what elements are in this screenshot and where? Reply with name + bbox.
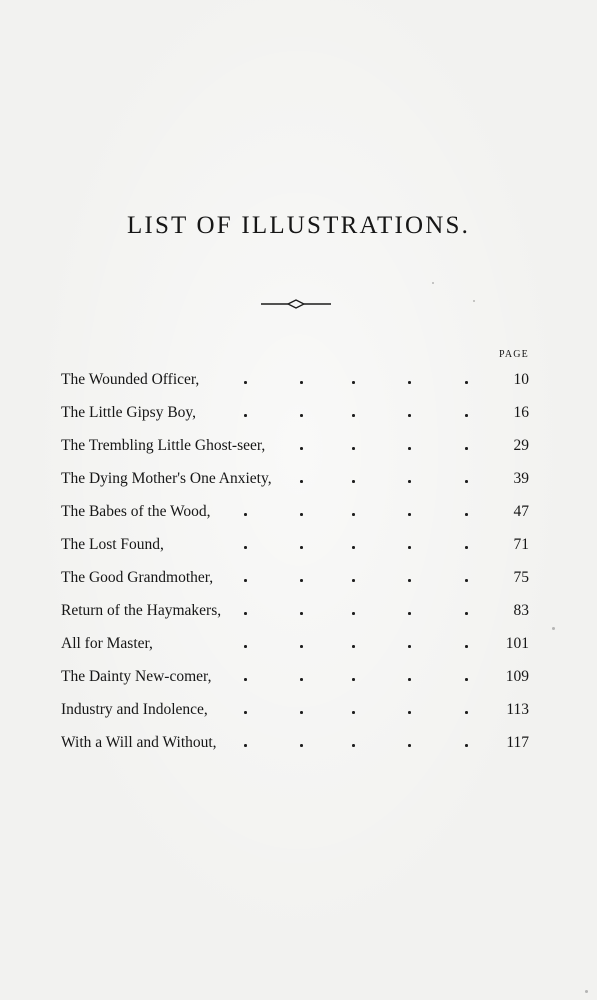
list-item bbox=[61, 495, 529, 528]
leader-dot bbox=[352, 414, 355, 417]
leader-dot bbox=[465, 612, 468, 615]
list-item bbox=[61, 627, 529, 660]
page-number: 83 bbox=[513, 602, 529, 619]
leader-dot bbox=[465, 579, 468, 582]
illustration-title: The Dainty New-comer, bbox=[61, 668, 212, 685]
leader-dot bbox=[300, 381, 303, 384]
leader-dot bbox=[465, 414, 468, 417]
dot-leader bbox=[61, 528, 529, 561]
illustration-title: The Babes of the Wood, bbox=[61, 503, 211, 520]
dot-leader bbox=[61, 726, 529, 759]
leader-dot bbox=[352, 744, 355, 747]
leader-dot bbox=[465, 678, 468, 681]
leader-dot bbox=[408, 711, 411, 714]
leader-dot bbox=[465, 447, 468, 450]
leader-dot bbox=[244, 513, 247, 516]
leader-dot bbox=[352, 513, 355, 516]
dot-leader bbox=[61, 495, 529, 528]
leader-dot bbox=[465, 480, 468, 483]
list-item bbox=[61, 462, 529, 495]
dot-leader bbox=[61, 396, 529, 429]
leader-dot bbox=[352, 579, 355, 582]
illustrations-list bbox=[61, 363, 529, 759]
leader-dot bbox=[408, 480, 411, 483]
leader-dot bbox=[352, 612, 355, 615]
leader-dot bbox=[300, 513, 303, 516]
leader-dot bbox=[465, 711, 468, 714]
illustration-title: The Lost Found, bbox=[61, 536, 164, 553]
page-number: 109 bbox=[505, 668, 529, 685]
leader-dot bbox=[300, 744, 303, 747]
dot-leader bbox=[61, 462, 529, 495]
leader-dot bbox=[465, 513, 468, 516]
list-item bbox=[61, 396, 529, 429]
dot-leader bbox=[61, 693, 529, 726]
illustration-title: With a Will and Without, bbox=[61, 734, 217, 751]
page-title: LIST OF ILLUSTRATIONS. bbox=[126, 212, 471, 239]
leader-dot bbox=[352, 546, 355, 549]
leader-dot bbox=[244, 546, 247, 549]
leader-dot bbox=[300, 678, 303, 681]
leader-dot bbox=[352, 480, 355, 483]
leader-dot bbox=[300, 447, 303, 450]
page-number: 39 bbox=[513, 470, 529, 487]
page-number: 113 bbox=[506, 701, 529, 718]
leader-dot bbox=[300, 579, 303, 582]
leader-dot bbox=[300, 645, 303, 648]
leader-dot bbox=[244, 678, 247, 681]
page-number: 47 bbox=[513, 503, 529, 520]
leader-dot bbox=[300, 414, 303, 417]
page-number: 117 bbox=[506, 734, 529, 751]
leader-dot bbox=[465, 381, 468, 384]
paper-speck bbox=[585, 990, 588, 993]
page-number: 71 bbox=[513, 536, 529, 553]
dot-leader bbox=[61, 627, 529, 660]
page-column-heading: PAGE bbox=[499, 349, 529, 360]
paper-speck bbox=[552, 627, 555, 630]
illustration-title: The Good Grandmother, bbox=[61, 569, 214, 586]
paper-speck bbox=[432, 282, 434, 284]
list-item bbox=[61, 693, 529, 726]
page-number: 101 bbox=[505, 635, 529, 652]
dot-leader bbox=[61, 594, 529, 627]
leader-dot bbox=[244, 414, 247, 417]
list-item bbox=[61, 429, 529, 462]
illustration-title: The Wounded Officer, bbox=[61, 371, 200, 388]
leader-dot bbox=[408, 612, 411, 615]
leader-dot bbox=[244, 612, 247, 615]
leader-dot bbox=[465, 744, 468, 747]
leader-dot bbox=[300, 711, 303, 714]
leader-dot bbox=[300, 480, 303, 483]
leader-dot bbox=[408, 645, 411, 648]
illustration-title: Return of the Haymakers, bbox=[61, 602, 222, 619]
leader-dot bbox=[352, 678, 355, 681]
list-item bbox=[61, 528, 529, 561]
leader-dot bbox=[352, 711, 355, 714]
leader-dot bbox=[244, 579, 247, 582]
page-number: 29 bbox=[513, 437, 529, 454]
leader-dot bbox=[352, 381, 355, 384]
illustration-title: The Trembling Little Ghost-seer, bbox=[61, 437, 266, 454]
leader-dot bbox=[300, 612, 303, 615]
dot-leader bbox=[61, 561, 529, 594]
leader-dot bbox=[408, 579, 411, 582]
page-number: 75 bbox=[513, 569, 529, 586]
list-item bbox=[61, 660, 529, 693]
leader-dot bbox=[300, 546, 303, 549]
leader-dot bbox=[408, 744, 411, 747]
leader-dot bbox=[408, 678, 411, 681]
page-number: 10 bbox=[513, 371, 529, 388]
leader-dot bbox=[244, 381, 247, 384]
illustration-title: All for Master, bbox=[61, 635, 153, 652]
leader-dot bbox=[408, 447, 411, 450]
leader-dot bbox=[465, 546, 468, 549]
list-item bbox=[61, 363, 529, 396]
paper-speck bbox=[473, 300, 475, 302]
leader-dot bbox=[244, 744, 247, 747]
leader-dot bbox=[408, 546, 411, 549]
leader-dot bbox=[408, 414, 411, 417]
divider-ornament-icon bbox=[261, 297, 331, 311]
leader-dot bbox=[244, 645, 247, 648]
leader-dot bbox=[408, 381, 411, 384]
illustration-title: The Little Gipsy Boy, bbox=[61, 404, 197, 421]
page-number: 16 bbox=[513, 404, 529, 421]
illustration-title: Industry and Indolence, bbox=[61, 701, 208, 718]
leader-dot bbox=[465, 645, 468, 648]
illustration-title: The Dying Mother's One Anxiety, bbox=[61, 470, 272, 487]
list-item bbox=[61, 594, 529, 627]
dot-leader bbox=[61, 660, 529, 693]
leader-dot bbox=[352, 447, 355, 450]
leader-dot bbox=[244, 711, 247, 714]
dot-leader bbox=[61, 363, 529, 396]
leader-dot bbox=[408, 513, 411, 516]
dot-leader bbox=[61, 429, 529, 462]
list-item bbox=[61, 726, 529, 759]
leader-dot bbox=[352, 645, 355, 648]
list-item bbox=[61, 561, 529, 594]
